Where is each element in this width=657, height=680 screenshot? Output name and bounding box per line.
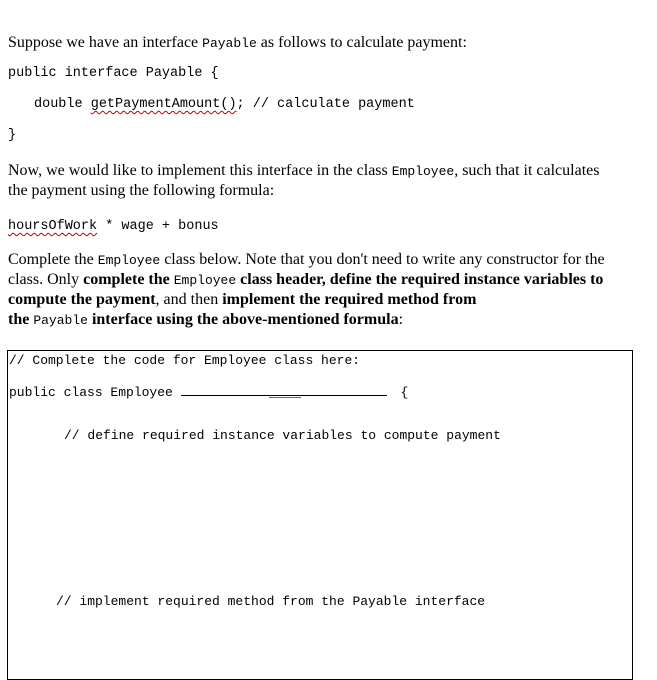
method-name: getPaymentAmount()	[90, 97, 237, 112]
method-answer-area[interactable]	[56, 617, 596, 673]
intro-before: Suppose we have an interface	[8, 34, 203, 51]
instr-l4-code: Payable	[33, 313, 88, 328]
class-open-brace: {	[400, 385, 409, 400]
instr-l4-bold2: interface using the above-mentioned formula	[87, 311, 399, 328]
intro-after: as follows to calculate payment:	[256, 34, 467, 51]
class-header-line	[9, 383, 408, 400]
p2-line2-text: the payment using the following formula:	[8, 182, 275, 199]
instr-l2-bold2: class header, define the required instance variables to	[236, 271, 604, 288]
paragraph2-line1	[8, 161, 599, 182]
instr-l4-plain: :	[398, 311, 404, 328]
answer-box[interactable]	[7, 350, 633, 680]
class-header-text: public class Employee	[9, 385, 173, 400]
formula-var-hours: hoursOfWork	[8, 219, 98, 234]
instr-l1-before: Complete the	[8, 251, 98, 268]
intro-code-payable: Payable	[202, 36, 257, 51]
blank-cursor-mark	[269, 397, 301, 398]
p2-before: Now, we would like to implement this interface in the class	[8, 162, 392, 179]
formula	[8, 219, 219, 234]
instructions-line3	[8, 290, 476, 310]
answer-comment-method: // implement required method from the Payable interface	[56, 594, 486, 609]
answer-comment-variables: // define required instance variables to compute payment	[64, 428, 501, 443]
instr-l1-code: Employee	[97, 253, 161, 268]
instr-l3-plain: , and then	[155, 291, 223, 308]
instructions-line1	[8, 250, 605, 271]
instr-l3-bold: compute the payment	[8, 291, 156, 308]
instr-l2-plain: class. Only	[8, 271, 84, 288]
p2-after: , such that it calculates	[454, 162, 600, 179]
interface-line-2-suffix: ; // calculate payment	[236, 97, 415, 112]
instructions-line2	[8, 270, 603, 291]
interface-line-2-prefix: double	[34, 97, 91, 112]
interface-line-1: public interface Payable {	[8, 66, 219, 81]
interface-line-3: }	[8, 128, 17, 143]
variables-answer-area[interactable]	[64, 451, 604, 581]
instr-l3-bold2: implement the required method from	[222, 291, 477, 308]
instr-l2-bold1: complete the	[83, 271, 174, 288]
instr-l1-after: class below. Note that you don't need to write any constructor for the	[160, 251, 605, 268]
formula-rest: * wage + bonus	[97, 219, 219, 234]
p2-code-employee: Employee	[391, 164, 455, 179]
class-header-blank[interactable]	[181, 383, 387, 396]
instr-l4-bold1: the	[8, 311, 34, 328]
instructions-line4	[8, 310, 403, 331]
instr-l2-code: Employee	[173, 273, 237, 288]
paragraph2-line2	[8, 181, 274, 201]
answer-comment-header: // Complete the code for Employee class here:	[9, 353, 361, 368]
intro-text	[8, 33, 467, 54]
interface-line-2	[34, 97, 415, 112]
